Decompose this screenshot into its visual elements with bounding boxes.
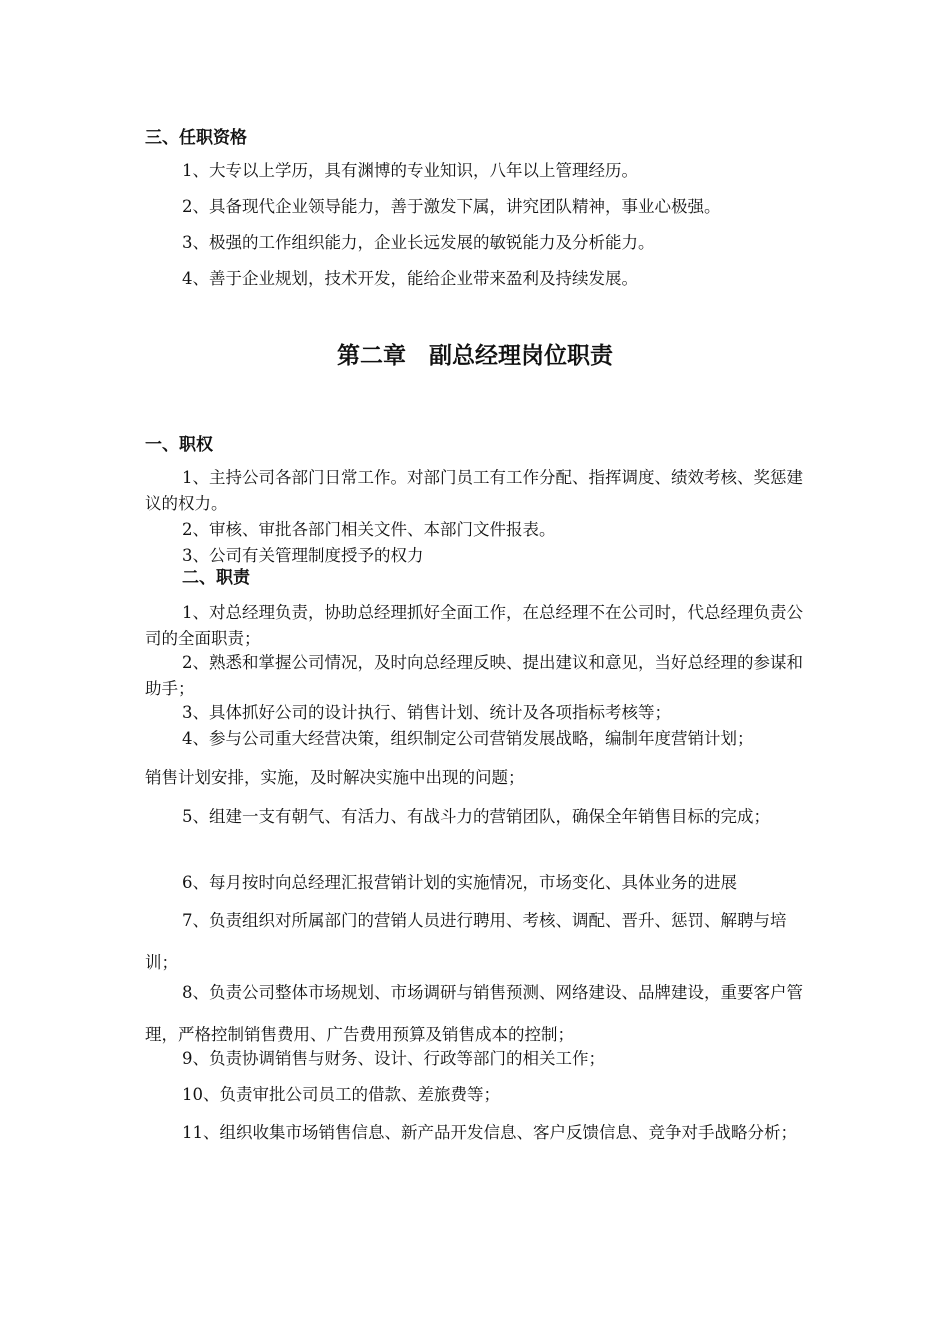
authority-item: 2、审核、审批各部门相关文件、本部门文件报表。	[182, 520, 556, 539]
duty-item: 9、负责协调销售与财务、设计、行政等部门的相关工作；	[182, 1049, 605, 1068]
duty-item: 8、负责公司整体市场规划、市场调研与销售预测、网络建设、品牌建设，重要客户管理，严格控制销售费用、广告费用预算及销售成本的控制；	[145, 983, 803, 1044]
qualification-item: 1、大专以上学历，具有渊博的专业知识，八年以上管理经历。	[182, 161, 638, 180]
qualification-item: 2、具备现代企业领导能力，善于激发下属，讲究团队精神，事业心极强。	[182, 197, 721, 216]
duty-item: 10、负责审批公司员工的借款、差旅费等；	[182, 1085, 500, 1104]
section-heading-duties: 二、职责	[182, 568, 250, 588]
duty-item: 5、组建一支有朝气、有活力、有战斗力的营销团队，确保全年销售目标的完成；	[182, 807, 770, 826]
section-heading-authority: 一、职权	[145, 435, 213, 455]
duty-item: 3、具体抓好公司的设计执行、销售计划、统计及各项指标考核等；	[182, 703, 671, 722]
duty-item: 11、组织收集市场销售信息、新产品开发信息、客户反馈信息、竞争对手战略分析；	[182, 1123, 797, 1142]
authority-item: 1、主持公司各部门日常工作。对部门员工有工作分配、指挥调度、绩效考核、奖惩建议的权力。	[145, 468, 803, 513]
duty-item: 4、参与公司重大经营决策，组织制定公司营销发展战略，编制年度营销计划；	[182, 729, 754, 748]
section-heading-qualifications: 三、任职资格	[145, 128, 247, 148]
authority-item: 3、公司有关管理制度授予的权力	[182, 546, 424, 565]
duty-item-continuation: 销售计划安排，实施，及时解决实施中出现的问题；	[145, 768, 525, 787]
duty-item: 6、每月按时向总经理汇报营销计划的实施情况，市场变化、具体业务的进展	[182, 873, 737, 892]
duty-item: 2、熟悉和掌握公司情况，及时向总经理反映、提出建议和意见，当好总经理的参谋和助手；	[145, 653, 803, 698]
qualification-item: 4、善于企业规划，技术开发，能给企业带来盈利及持续发展。	[182, 269, 638, 288]
chapter-title: 第二章 副总经理岗位职责	[337, 343, 613, 369]
duty-item: 1、对总经理负责，协助总经理抓好全面工作，在总经理不在公司时，代总经理负责公司的全面职责；	[145, 603, 803, 648]
qualification-item: 3、极强的工作组织能力，企业长远发展的敏锐能力及分析能力。	[182, 233, 655, 252]
duty-item: 7、负责组织对所属部门的营销人员进行聘用、考核、调配、晋升、惩罚、解聘与培训；	[145, 911, 787, 972]
